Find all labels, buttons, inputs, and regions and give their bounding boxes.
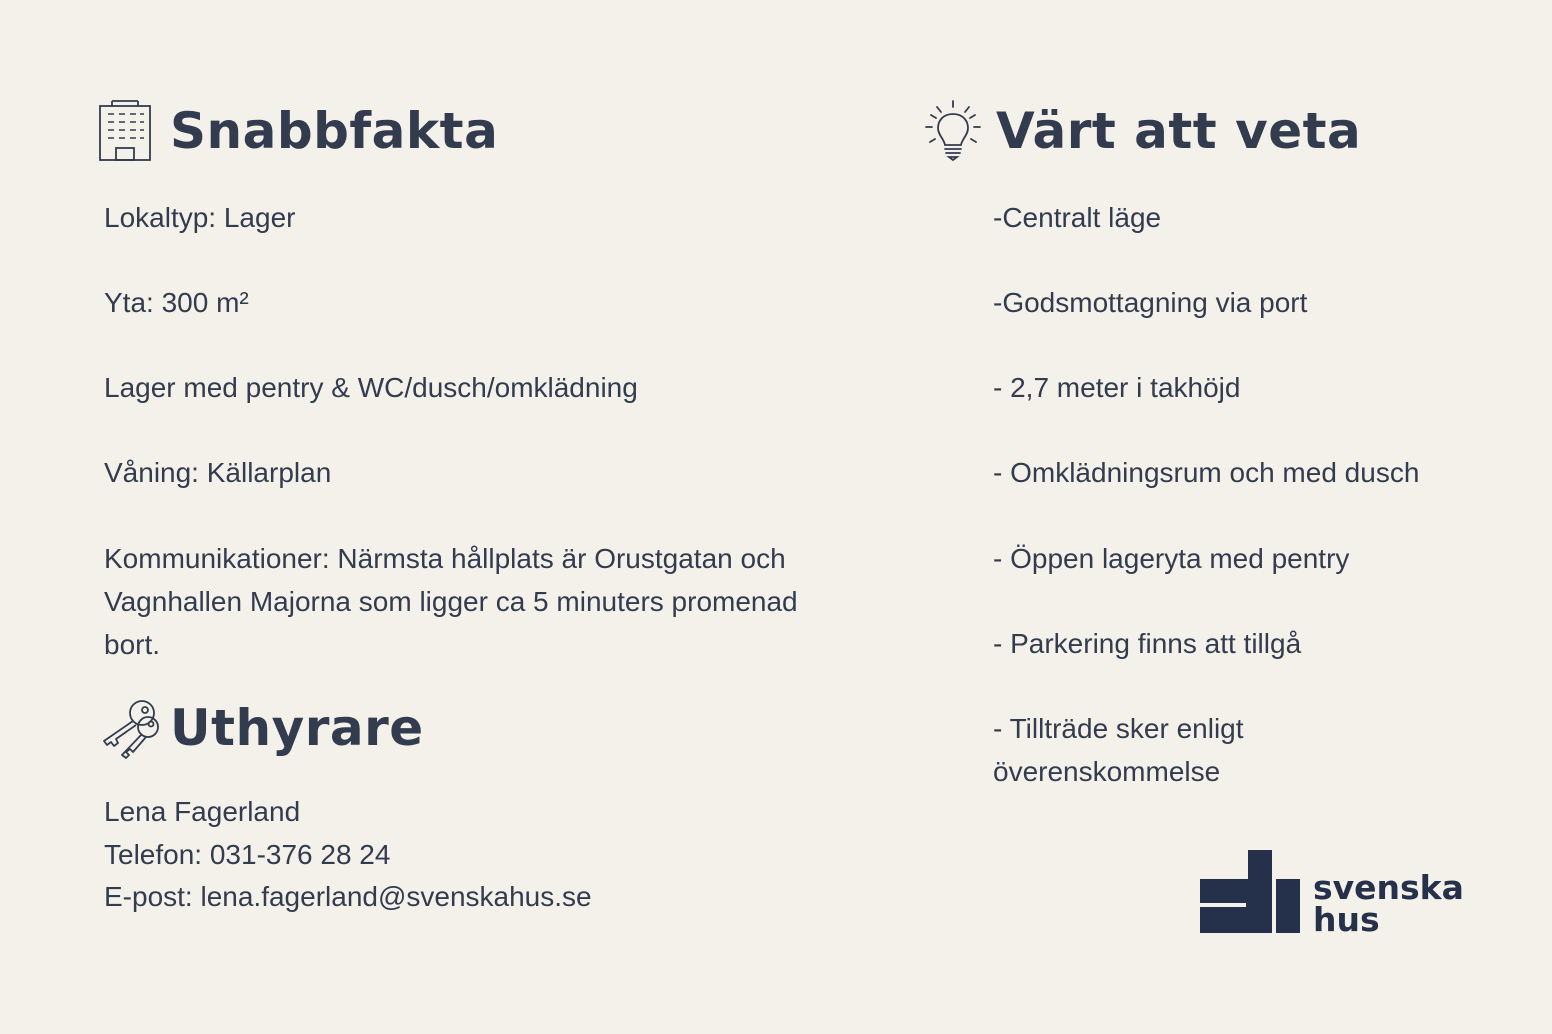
info-item: - Tillträde sker enligt överenskommelse: [993, 713, 1244, 787]
keys-icon: [98, 697, 160, 759]
snabbfakta-title: Snabbfakta: [170, 102, 499, 160]
vart-att-veta-heading: [924, 100, 1361, 162]
svenska-hus-logo-text: [1313, 868, 1464, 939]
snabbfakta-heading: [98, 100, 498, 162]
contact-phone: Telefon: 031-376 28 24: [104, 839, 391, 870]
lightbulb-icon: [924, 100, 982, 162]
logo-line2: hus: [1313, 900, 1380, 939]
contact-email: E-post: lena.fagerland@svenskahus.se: [104, 881, 592, 912]
vart-att-veta-title: Värt att veta: [996, 102, 1362, 160]
uthyrare-title: Uthyrare: [170, 699, 424, 757]
fact-lager: Lager med pentry & WC/dusch/omklädning: [104, 372, 638, 403]
info-item: -Godsmottagning via port: [993, 287, 1308, 318]
fact-lokaltyp: Lokaltyp: Lager: [104, 202, 296, 233]
uthyrare-heading: [98, 697, 424, 759]
info-item: - Parkering finns att tillgå: [993, 628, 1302, 659]
info-item: - Omklädningsrum och med dusch: [993, 457, 1420, 488]
fact-vaning: Våning: Källarplan: [104, 457, 332, 488]
info-item: - 2,7 meter i takhöjd: [993, 372, 1241, 403]
fact-kommunikationer: Kommunikationer: Närmsta hållplats är Orustgatan och Vagnhallen Majorna som ligger ca 5 minuters promenad bort.: [104, 543, 798, 660]
fact-yta: Yta: 300 m²: [104, 287, 249, 318]
building-icon: [98, 100, 152, 162]
info-item: - Öppen lageryta med pentry: [993, 543, 1350, 574]
svenska-hus-logo-mark: [1200, 850, 1302, 939]
contact-name: Lena Fagerland: [104, 796, 301, 827]
logo-line1: svenska: [1313, 868, 1464, 907]
info-item: -Centralt läge: [993, 202, 1162, 233]
